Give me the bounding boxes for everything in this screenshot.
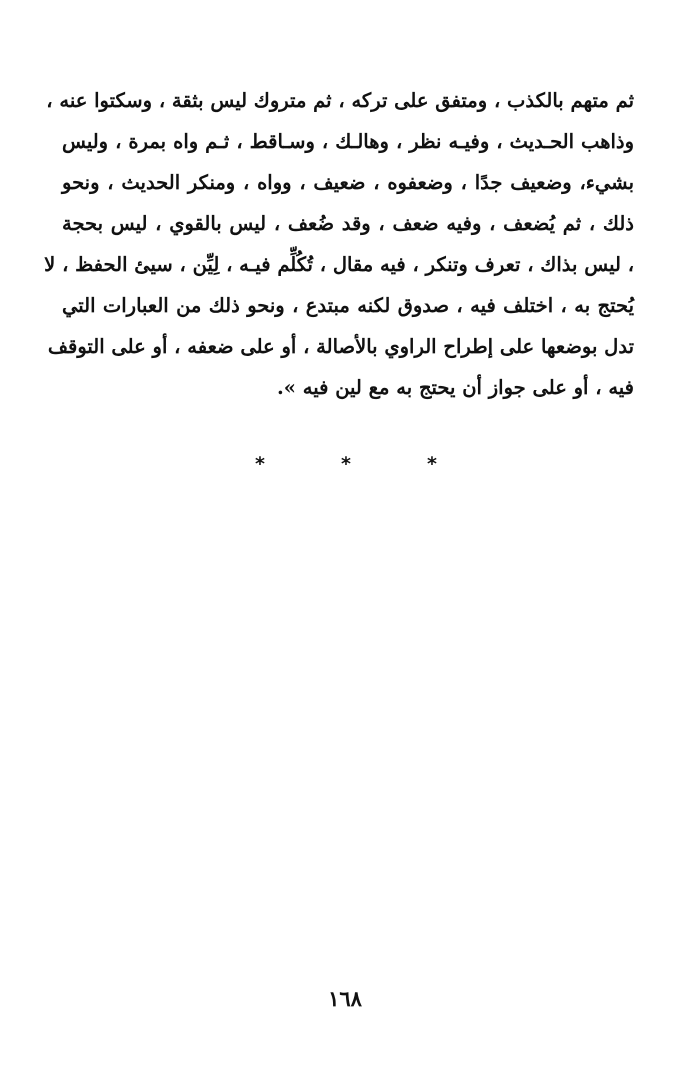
separator-asterisk: * (427, 453, 437, 475)
text-line-7: تدل بوضعها على إطراح الراوي بالأصالة ، أو على ضعفه ، أو على التوقف (47, 335, 634, 358)
section-separator (0, 452, 690, 476)
separator-asterisk: * (341, 453, 351, 475)
text-line-3: بشيء، وضعيف جدًا ، وضعفوه ، ضعيف ، وواه ، ومنكر الحديث ، ونحو (62, 171, 634, 194)
main-text-block (44, 80, 634, 408)
text-line-2: وذاهب الحـديث ، وفيـه نظر ، وهالـك ، وسـاقط ، ثـم واه بمرة ، وليس (62, 130, 634, 153)
separator-asterisk: * (255, 453, 265, 475)
text-line-4: ذلك ، ثم يُضعف ، وفيه ضعف ، وقد ضُعف ، ليس بالقوي ، ليس بحجة (62, 212, 634, 235)
text-line-6: يُحتج به ، اختلف فيه ، صدوق لكنه مبتدع ، ونحو ذلك من العبارات التي (62, 294, 634, 317)
page-number: ١٦٨ (328, 986, 362, 1011)
text-line-5: ، ليس بذاك ، تعرف وتنكر ، فيه مقال ، تُكُلِّم فيـه ، لِيِّن ، سيئ الحفظ ، لا (44, 253, 634, 276)
text-line-1: ثم متهم بالكذب ، ومتفق على تركه ، ثم متروك ليس بثقة ، وسكتوا عنه ، (46, 89, 634, 112)
text-line-8: فيه ، أو على جواز أن يحتج به مع لين فيه ». (276, 376, 634, 399)
